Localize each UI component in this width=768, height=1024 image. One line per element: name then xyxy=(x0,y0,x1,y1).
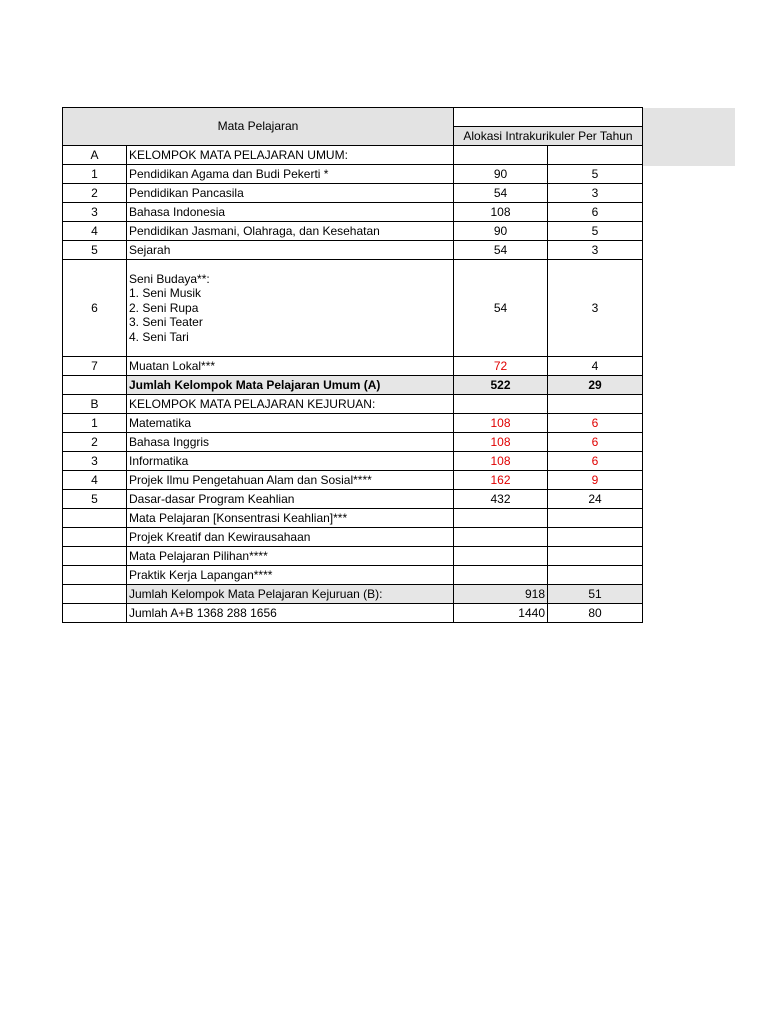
group-a-code: A xyxy=(63,146,127,165)
jp-value: 108 xyxy=(454,452,548,471)
table-row xyxy=(63,184,643,203)
blank-cell xyxy=(548,528,643,547)
group-b-title: KELOMPOK MATA PELAJARAN KEJURUAN: xyxy=(127,395,454,414)
seni-line: Seni Budaya**: xyxy=(129,271,210,286)
jp-value: 108 xyxy=(454,433,548,452)
seni-line: 4. Seni Tari xyxy=(129,329,189,344)
blank-cell xyxy=(63,376,127,395)
sks-value: 4 xyxy=(548,357,643,376)
table-row xyxy=(63,165,643,184)
subject-name: Pendidikan Agama dan Budi Pekerti * xyxy=(127,165,454,184)
sks-value: 3 xyxy=(548,260,643,357)
table-row xyxy=(63,471,643,490)
row-number: 2 xyxy=(63,184,127,203)
blank-cell xyxy=(548,146,643,165)
sks-value: 5 xyxy=(548,165,643,184)
table-row xyxy=(63,490,643,509)
sks-value: 6 xyxy=(548,433,643,452)
header-row-top xyxy=(63,108,643,127)
header-alokasi: Alokasi Intrakurikuler Per Tahun xyxy=(454,127,643,146)
sks-value: 6 xyxy=(548,203,643,222)
table-row xyxy=(63,547,643,566)
blank-cell xyxy=(548,547,643,566)
sks-value: 3 xyxy=(548,184,643,203)
subject-name: Matematika xyxy=(127,414,454,433)
curriculum-table xyxy=(62,107,643,623)
row-number: 6 xyxy=(63,260,127,357)
group-b-header-row xyxy=(63,395,643,414)
subject-name: Informatika xyxy=(127,452,454,471)
row-number: 2 xyxy=(63,433,127,452)
jp-value: 72 xyxy=(454,357,548,376)
blank-cell xyxy=(454,509,548,528)
grand-total-sks: 80 xyxy=(548,604,643,623)
blank-cell xyxy=(454,395,548,414)
subject-name: Bahasa Inggris xyxy=(127,433,454,452)
row-number: 7 xyxy=(63,357,127,376)
row-number: 4 xyxy=(63,471,127,490)
sks-value: 6 xyxy=(548,452,643,471)
seni-line: 3. Seni Teater xyxy=(129,315,203,330)
group-a-total-row xyxy=(63,376,643,395)
total-label: Jumlah Kelompok Mata Pelajaran Kejuruan (B): xyxy=(127,585,454,604)
sks-value: 3 xyxy=(548,241,643,260)
sks-value: 5 xyxy=(548,222,643,241)
subject-name: Praktik Kerja Lapangan**** xyxy=(127,566,454,585)
blank-cell xyxy=(548,566,643,585)
subject-name: Mata Pelajaran [Konsentrasi Keahlian]*** xyxy=(127,509,454,528)
table-row xyxy=(63,357,643,376)
blank-cell xyxy=(548,509,643,528)
subject-name: Pendidikan Jasmani, Olahraga, dan Kesehatan xyxy=(127,222,454,241)
row-number: 4 xyxy=(63,222,127,241)
group-b-total-row xyxy=(63,585,643,604)
grand-total-jp: 1440 xyxy=(454,604,548,623)
subject-name: Pendidikan Pancasila xyxy=(127,184,454,203)
blank-cell xyxy=(63,547,127,566)
row-number: 1 xyxy=(63,414,127,433)
seni-budaya-row xyxy=(63,260,643,357)
jp-value: 90 xyxy=(454,165,548,184)
grand-total-label: Jumlah A+B 1368 288 1656 xyxy=(127,604,454,623)
row-number: 3 xyxy=(63,203,127,222)
header-mata-pelajaran: Mata Pelajaran xyxy=(63,108,454,146)
jp-value: 54 xyxy=(454,184,548,203)
subject-name: Sejarah xyxy=(127,241,454,260)
jp-value: 108 xyxy=(454,414,548,433)
subject-name: Bahasa Indonesia xyxy=(127,203,454,222)
blank-cell xyxy=(63,509,127,528)
row-number: 5 xyxy=(63,490,127,509)
seni-line: 1. Seni Musik xyxy=(129,286,202,301)
total-sks: 29 xyxy=(548,376,643,395)
seni-budaya-list xyxy=(127,260,454,357)
table-row xyxy=(63,241,643,260)
jp-value: 108 xyxy=(454,203,548,222)
jp-value: 90 xyxy=(454,222,548,241)
table-row xyxy=(63,528,643,547)
sks-value: 9 xyxy=(548,471,643,490)
jp-value: 432 xyxy=(454,490,548,509)
blank-cell xyxy=(63,604,127,623)
blank-cell xyxy=(454,146,548,165)
blank-cell xyxy=(454,566,548,585)
jp-value: 162 xyxy=(454,471,548,490)
jp-value: 54 xyxy=(454,260,548,357)
table-row xyxy=(63,509,643,528)
row-number: 1 xyxy=(63,165,127,184)
total-sks: 51 xyxy=(548,585,643,604)
blank-cell xyxy=(63,566,127,585)
header-gray-extension xyxy=(642,108,735,166)
table-row xyxy=(63,452,643,471)
seni-line: 2. Seni Rupa xyxy=(129,300,199,315)
blank-cell xyxy=(63,585,127,604)
subject-name: Mata Pelajaran Pilihan**** xyxy=(127,547,454,566)
group-b-code: B xyxy=(63,395,127,414)
jp-value: 54 xyxy=(454,241,548,260)
blank-cell xyxy=(548,395,643,414)
table-row xyxy=(63,566,643,585)
group-a-header-row xyxy=(63,146,643,165)
total-jp: 522 xyxy=(454,376,548,395)
header-top-blank xyxy=(454,108,643,127)
subject-name: Projek Ilmu Pengetahuan Alam dan Sosial**** xyxy=(127,471,454,490)
subject-name: Muatan Lokal*** xyxy=(127,357,454,376)
subject-name: Projek Kreatif dan Kewirausahaan xyxy=(127,528,454,547)
table-row xyxy=(63,222,643,241)
group-a-title: KELOMPOK MATA PELAJARAN UMUM: xyxy=(127,146,454,165)
blank-cell xyxy=(454,528,548,547)
table-row xyxy=(63,433,643,452)
blank-cell xyxy=(63,528,127,547)
sks-value: 24 xyxy=(548,490,643,509)
table-row xyxy=(63,203,643,222)
grand-total-row xyxy=(63,604,643,623)
total-jp: 918 xyxy=(454,585,548,604)
table-row xyxy=(63,414,643,433)
sks-value: 6 xyxy=(548,414,643,433)
total-label: Jumlah Kelompok Mata Pelajaran Umum (A) xyxy=(127,376,454,395)
row-number: 3 xyxy=(63,452,127,471)
row-number: 5 xyxy=(63,241,127,260)
blank-cell xyxy=(454,547,548,566)
subject-name: Dasar-dasar Program Keahlian xyxy=(127,490,454,509)
